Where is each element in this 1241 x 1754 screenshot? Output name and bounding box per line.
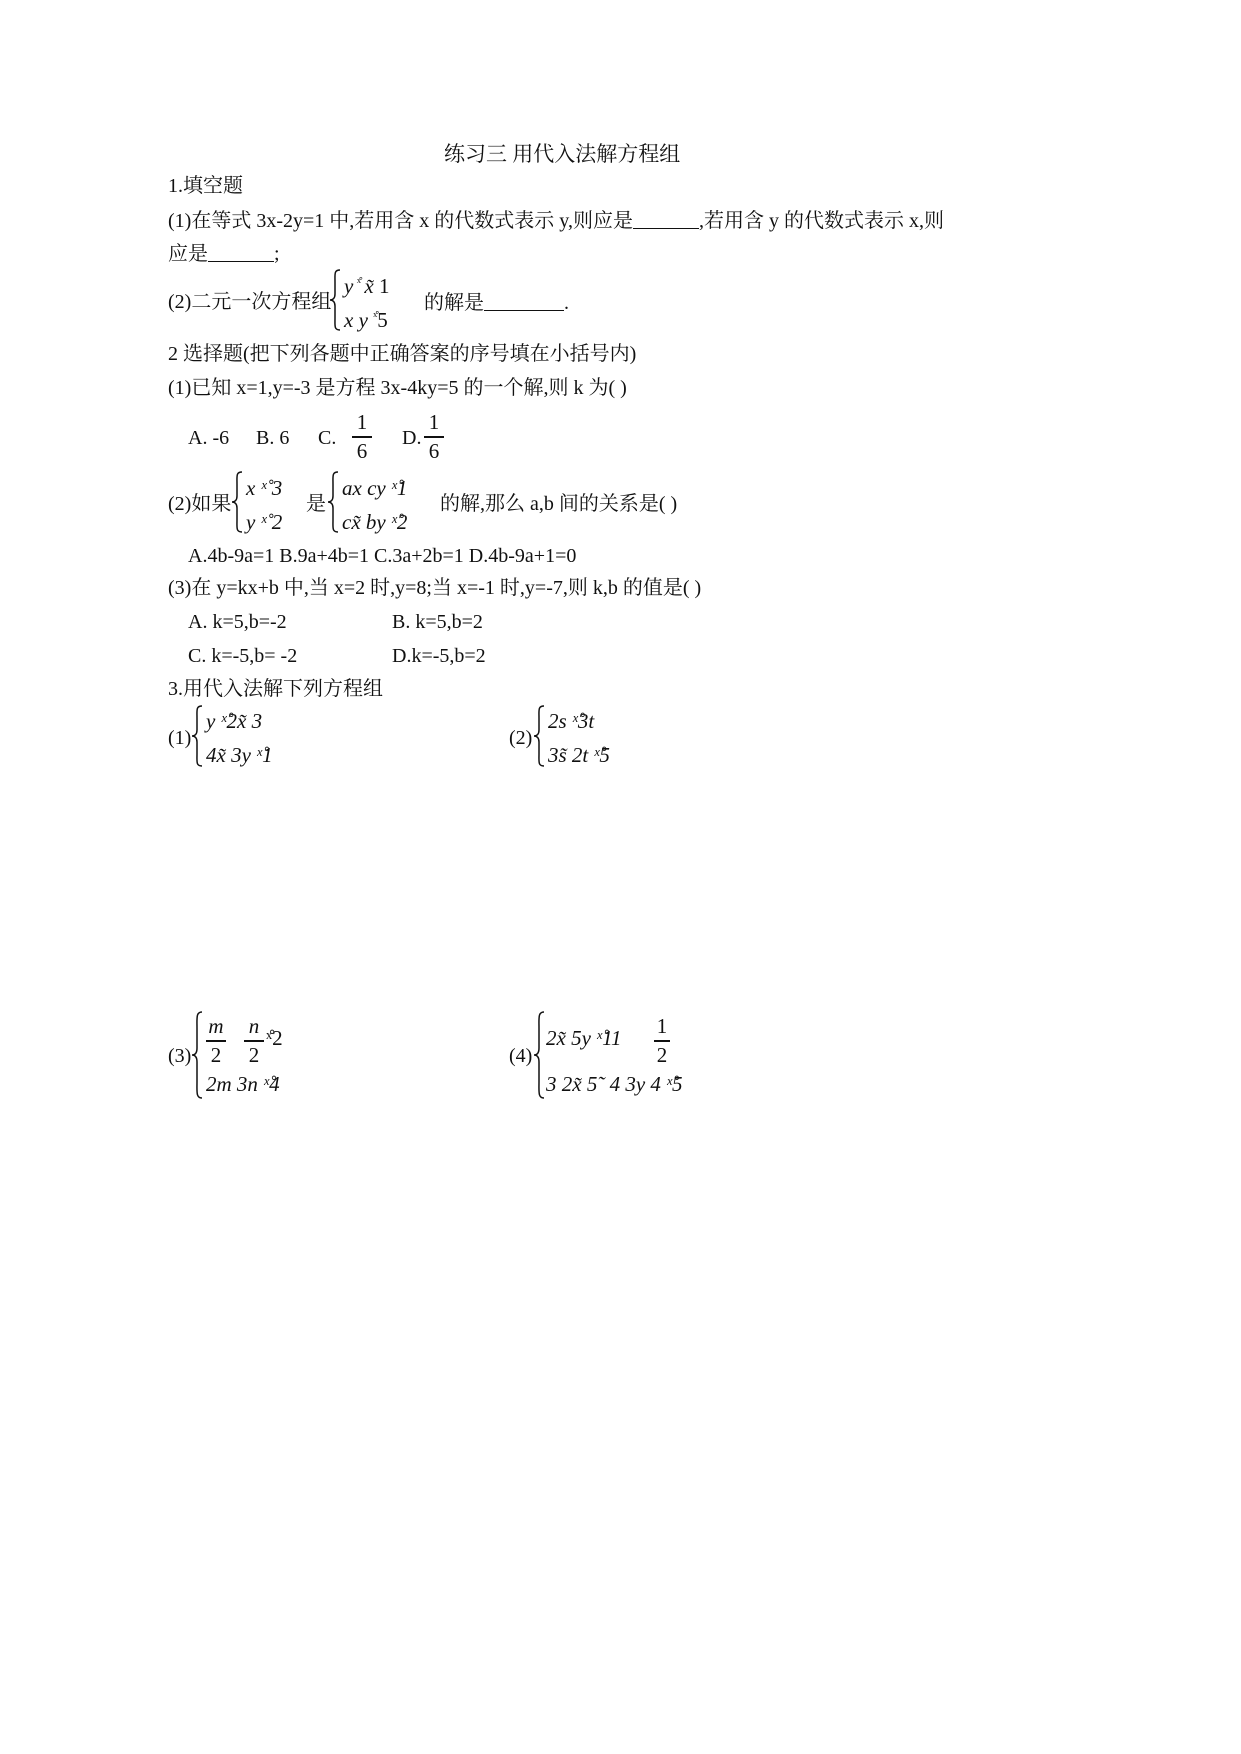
answer-blank-3[interactable] [484, 292, 564, 311]
q2-2-suffix: 的解,那么 a,b 间的关系是( ) [440, 493, 678, 515]
problem3-label: (3) [168, 1045, 192, 1067]
q1-1-line1 [168, 210, 944, 231]
problem2-label: (2) [509, 727, 533, 749]
q2-1-text: (1)已知 x=1,y=-3 是方程 3x-4ky=5 的一个解,则 k 为( ) [168, 377, 627, 399]
problem1-eq1: y ˣ̊2x̃ 3 [206, 709, 263, 733]
problem4-fraction: 1 2 [654, 1016, 670, 1066]
problem1-label: (1) [168, 727, 192, 749]
brace-icon [190, 1010, 204, 1100]
q1-2-eq1: y $^{ˣ̊}$ x̃ 1 [344, 274, 390, 298]
problem2-eq2: 3s̃ 2t ˣ̊5 [548, 743, 610, 767]
q2-2-sysB-eq2: cx̃ by ˣ̊2 [342, 510, 408, 534]
q2-3-option-c: C. k=-5,b= -2 [188, 645, 298, 667]
problem1-eq2: 4x̃ 3y ˣ̊1 [206, 743, 273, 767]
q2-1-option-d-fraction: 1 6 [424, 412, 444, 462]
q1-1-line2 [168, 243, 280, 264]
q2-2-sysA-eq1: x ˣ̊ 3 [246, 476, 283, 500]
problem3-fraction-n: n 2 [244, 1016, 264, 1066]
q2-1-option-b: B. 6 [256, 427, 290, 449]
section2-heading: 2 选择题(把下列各题中正确答案的序号填在小括号内) [168, 343, 637, 365]
q2-2-sysB-eq1: ax cy ˣ̊1 [342, 476, 408, 500]
problem3-eq2: 2m 3n ˣ̊4 [206, 1072, 280, 1096]
problem4-label: (4) [509, 1045, 533, 1067]
q2-2-prefix: (2)如果 [168, 493, 232, 515]
q1-2-suffix: 的解是 . [424, 292, 569, 314]
q1-1-text-b: ,若用含 y 的代数式表示 x,则 [698, 210, 944, 232]
problem4-eq1: 2x̃ 5y ˣ̊11 [546, 1026, 622, 1050]
q2-1-option-c: C. [318, 427, 337, 449]
q2-1-option-c-fraction: 1 6 [352, 412, 372, 462]
problem3-fraction-m: m 2 [206, 1016, 226, 1066]
brace-icon [230, 470, 244, 534]
q2-2-mid: 是 [306, 493, 326, 515]
q2-3-option-d: D.k=-5,b=2 [392, 645, 486, 667]
brace-icon [326, 470, 340, 534]
q1-2-eq2: x y $^{ˣ̊}$5 [344, 308, 388, 332]
brace-icon [532, 704, 546, 768]
brace-icon [328, 268, 342, 332]
problem3-rhs1: ˣ̊2 [266, 1026, 283, 1050]
section1-heading: 1.填空题 [168, 175, 243, 197]
q2-3-option-b: B. k=5,b=2 [392, 611, 483, 633]
brace-icon [532, 1010, 546, 1100]
q2-3-option-a: A. k=5,b=-2 [188, 611, 287, 633]
q1-1-text-c: 应是 [168, 243, 208, 265]
q1-1-text-a: (1)在等式 3x-2y=1 中,若用含 x 的代数式表示 y,则应是 [168, 210, 633, 232]
answer-blank-2[interactable] [208, 243, 274, 262]
page-title: 练习三 用代入法解方程组 [444, 142, 681, 166]
section3-heading: 3.用代入法解下列方程组 [168, 678, 383, 700]
q2-1-option-d: D. [402, 427, 422, 449]
q1-2-prefix: (2)二元一次方程组 [168, 291, 332, 313]
q2-3-text: (3)在 y=kx+b 中,当 x=2 时,y=8;当 x=-1 时,y=-7,则 k,b 的值是( ) [168, 577, 702, 599]
q1-1-end: ; [274, 243, 280, 265]
q2-1-option-a: A. -6 [188, 427, 230, 449]
q2-2-options: A.4b-9a=1 B.9a+4b=1 C.3a+2b=1 D.4b-9a+1=0 [188, 545, 577, 567]
problem4-eq2: 3 2x̃ 5˜ 4 3y 4 ˣ̊5 [546, 1072, 683, 1096]
q2-2-sysA-eq2: y ˣ̊ 2 [246, 510, 283, 534]
problem2-eq1: 2s ˣ̊3t [548, 709, 595, 733]
answer-blank-1[interactable] [633, 210, 699, 229]
brace-icon [190, 704, 204, 768]
